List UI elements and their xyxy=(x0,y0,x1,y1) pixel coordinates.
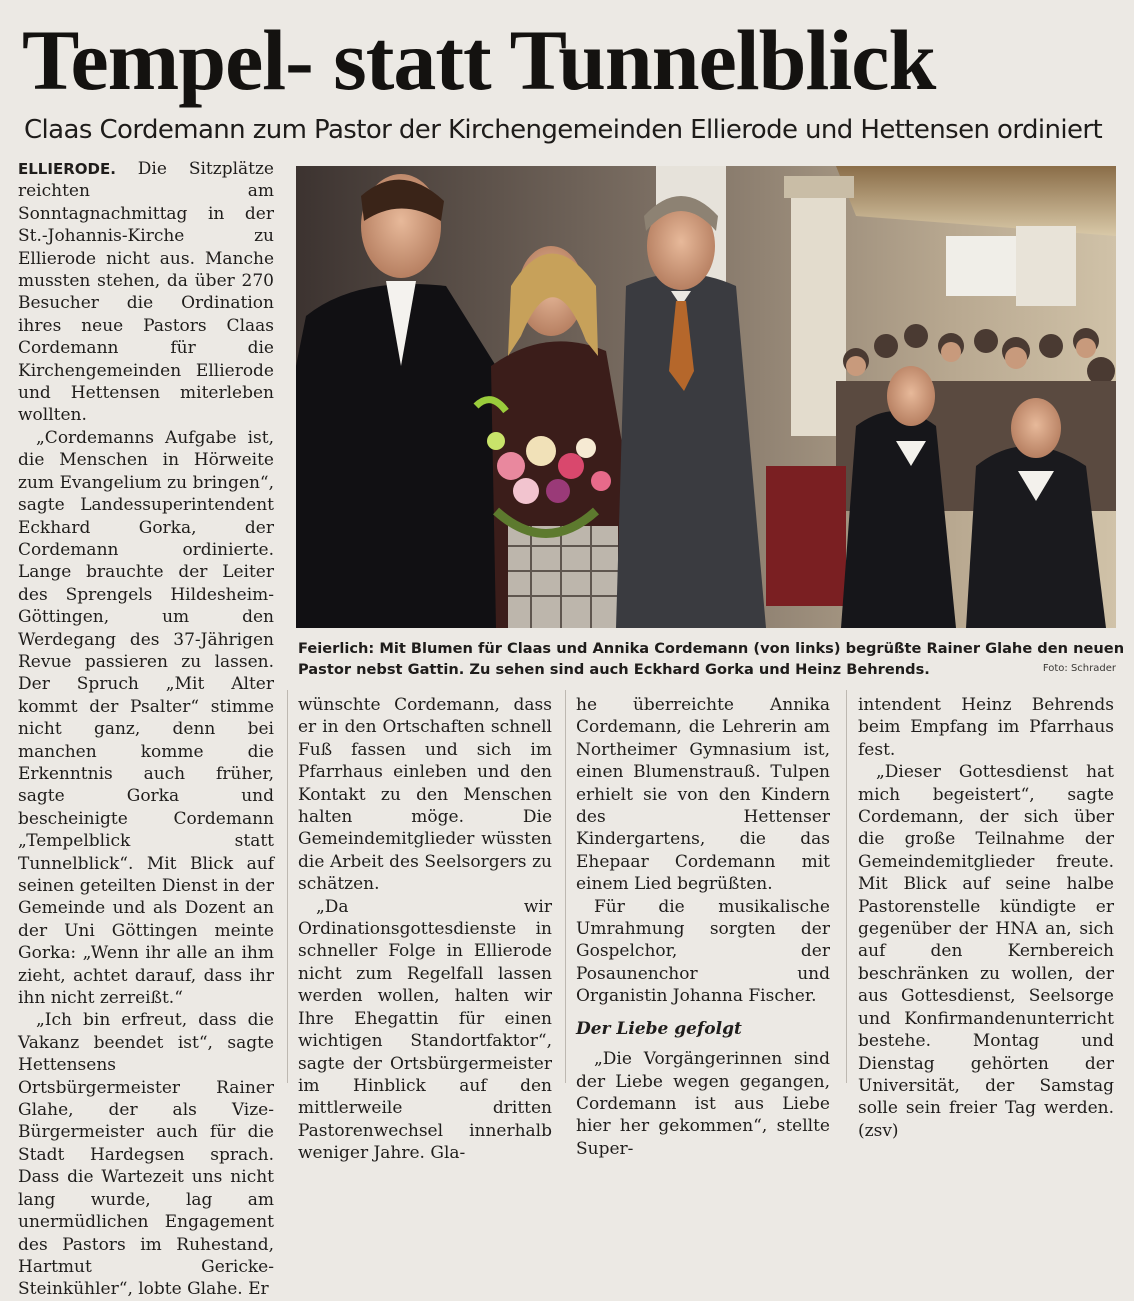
article-photo xyxy=(296,166,1116,628)
caption-line-1: Feierlich: Mit Blumen für Claas und Annika Cordemann (von links) begrüßte Rainer Glahe den neuen xyxy=(298,640,1125,657)
column-2 xyxy=(298,694,552,1165)
column-4 xyxy=(858,694,1114,1142)
column-1 xyxy=(18,158,274,1301)
paragraph-1 xyxy=(18,158,274,427)
dateline: ELLIERODE. xyxy=(18,160,116,178)
column-divider xyxy=(846,690,847,1083)
photo-caption xyxy=(298,638,1125,680)
photo-illustration xyxy=(296,166,1116,628)
headline: Tempel- statt Tunnelblick xyxy=(22,12,936,108)
column-divider xyxy=(287,690,288,1083)
paragraph-7: „Dieser Gottesdienst hat mich begeistert“, sagte Cordemann, der sich über die große Teilnahme der Gemeindemitglieder freute. Mit Blick auf seine halbe Pastorenstelle kündigte er gegenüber der HNA an, sich auf den Kernbereich beschränken zu wollen, der aus Gottesdienst, Seelsorge und Konfirmandenunterricht bestehe. Montag und Dienstag gehörten der Universität, der Samstag solle sein freier Tag werden.(zsv) xyxy=(858,762,1114,1141)
photo-credit: Foto: Schrader xyxy=(1042,663,1116,674)
subheadline: Claas Cordemann zum Pastor der Kirchengemeinden Ellierode und Hettensen ordiniert xyxy=(24,115,1103,145)
paragraph-6-start: „Die Vorgängerinnen sind der Liebe wegen gegangen, Cordemann ist aus Liebe hier her gekommen“, stellte Super- xyxy=(576,1049,830,1159)
paragraph-3-start xyxy=(18,1009,274,1300)
paragraph-3-continued: wünschte Cordemann, dass er in den Ortschaften schnell Fuß fassen und sich im Pfarrhaus einleben und den Kontakt zu den Menschen halten möge. Die Gemeindemitglieder wüssten die Arbeit des Seelsorgers zu schätzen. xyxy=(298,695,552,895)
paragraph-3-text: „Ich bin erfreut, dass die Vakanz beendet ist“, sagte Hettensens Ortsbürgermeister Rainer Glahe, der als Vize-Bürgermeister auch für die Stadt Hardegsen sprach. Dass die Wartezeit uns nicht lang wurde, lag am unermüdlichen Engagement des Pastors im Ruhestand, Hartmut Gericke-Steinkühler“, lobte Glahe. Er xyxy=(18,1010,274,1300)
paragraph-4-continued: he überreichte Annika Cordemann, die Lehrerin am Northeimer Gymnasium ist, einen Blumenstrauß. Tulpen erhielt sie von den Kindern des Hettenser Kindergartens, die das Ehepaar Cordemann mit einem Lied begrüßten. xyxy=(576,695,830,895)
paragraph-5: Für die musikalische Umrahmung sorgten der Gospelchor, der Posaunenchor und Organistin Johanna Fischer. xyxy=(576,896,830,1007)
paragraph-4-start: „Da wir Ordinationsgottesdienste in schneller Folge in Ellierode nicht zum Regelfall lassen werden wollen, halten wir Ihre Ehegattin für einen wichtigen Standortfaktor“, sagte der Ortsbürgermeister im Hinblick auf den mittlerweile dritten Pastorenwechsel innerhalb weniger Jahre. Gla- xyxy=(298,896,552,1164)
section-heading: Der Liebe gefolgt xyxy=(576,1018,742,1039)
column-divider xyxy=(565,690,566,1083)
caption-line-2: Pastor nebst Gattin. Zu sehen sind auch Eckhard Gorka und Heinz Behrends. xyxy=(298,661,930,678)
paragraph-2: „Cordemanns Aufgabe ist, die Menschen in Hörweite zum Evangelium zu bringen“, sagte Landessuperintendent Eckhard Gorka, der Cordemann ordinierte. Lange brauchte der Leiter des Sprengels Hildesheim-Göttingen, um den Werdegang des 37-Jährigen Revue passieren zu lassen. Der Spruch „Mit Alter kommt der Psalter“ stimme nicht ganz, denn bei manchen komme die Erkenntnis auch früher, sagte Gorka und bescheinigte Cordemann „Tempelblick statt Tunnelblick“. Mit Blick auf seinen geteilten Dienst in der Gemeinde und als Dozent an der Uni Göttingen meinte Gorka: „Wenn ihr alle an ihm zieht, achtet darauf, dass ihr ihn nicht zerreißt.“ xyxy=(18,427,274,1009)
paragraph-6-continued: intendent Heinz Behrends beim Empfang im Pfarrhaus fest. xyxy=(858,695,1114,760)
column-3 xyxy=(576,694,830,1160)
paragraph-1-text: Die Sitzplätze reichten am Sonntagnachmittag in der St.-Johannis-Kirche zu Ellierode nicht aus. Manche mussten stehen, da über 270 Besucher die Ordination ihres neue Pastors Claas Cordemann für die Kirchengemeinden Ellierode und Hettensen miterleben wollten. xyxy=(18,159,274,426)
